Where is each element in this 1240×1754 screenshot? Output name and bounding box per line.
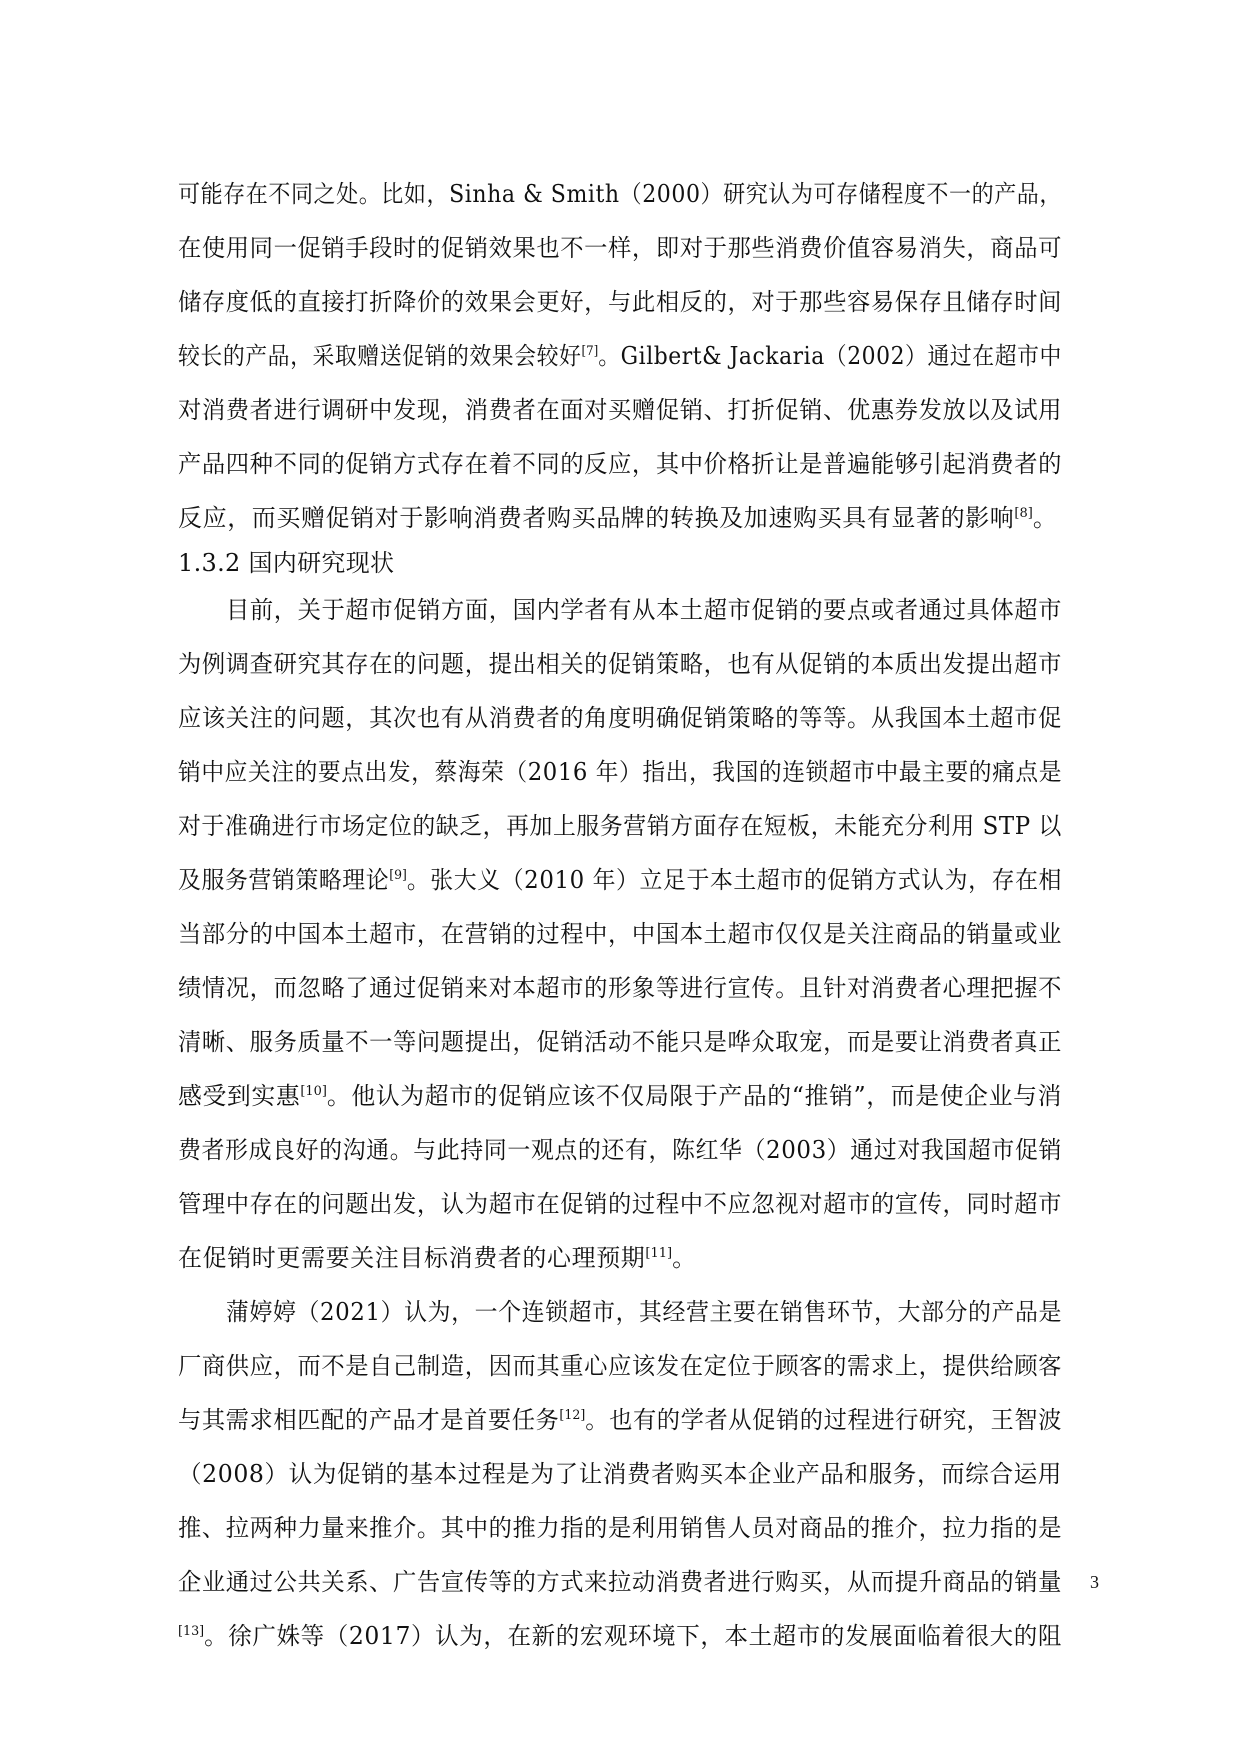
line-text: 厂商供应，而不是自己制造，因而其重心应该发在定位于顾客的需求上，提供给顾客 bbox=[178, 1352, 1062, 1380]
line-text: 与其需求相匹配的产品才是首要任务 bbox=[178, 1406, 560, 1434]
text-line bbox=[178, 1073, 1062, 1119]
text-line bbox=[178, 1343, 1062, 1389]
line-text: 反应，而买赠促销对于影响消费者购买品牌的转换及加速购买具有显著的影响 bbox=[178, 504, 1015, 532]
citation-marker: [12] bbox=[559, 1408, 586, 1423]
line-text-continued: 。 bbox=[672, 1244, 697, 1272]
text-line bbox=[178, 1613, 1062, 1659]
citation-marker: [9] bbox=[389, 868, 407, 883]
line-text: 应该关注的问题，其次也有从消费者的角度明确促销策略的等等。从我国本土超市促 bbox=[178, 704, 1062, 732]
text-line bbox=[178, 495, 1062, 541]
section-heading: 1.3.2 国内研究现状 bbox=[178, 549, 395, 577]
line-text: 清晰、服务质量不一等问题提出，促销活动不能只是哗众取宠，而是要让消费者真正 bbox=[178, 1028, 1062, 1056]
line-text: 为例调查研究其存在的问题，提出相关的促销策略，也有从促销的本质出发提出超市 bbox=[178, 650, 1062, 678]
text-line bbox=[178, 441, 1062, 487]
line-text: 销中应关注的要点出发，蔡海荣（2016 年）指出，我国的连锁超市中最主要的痛点是 bbox=[178, 758, 1063, 786]
line-text: 对于准确进行市场定位的缺乏，再加上服务营销方面存在短板，未能充分利用 STP 以 bbox=[178, 812, 1062, 840]
text-line bbox=[178, 1397, 1062, 1443]
citation-marker: [8] bbox=[1014, 506, 1033, 521]
page-number: 3 bbox=[1090, 1572, 1099, 1592]
line-text: 管理中存在的问题出发，认为超市在促销的过程中不应忽视对超市的宣传，同时超市 bbox=[178, 1190, 1062, 1218]
line-text: 推、拉两种力量来推介。其中的推力指的是利用销售人员对商品的推介，拉力指的是 bbox=[178, 1514, 1062, 1542]
citation-marker: [7] bbox=[581, 344, 599, 359]
text-line bbox=[178, 1235, 1062, 1281]
line-text-continued: 。 bbox=[1032, 504, 1058, 532]
line-text-continued: 。他认为超市的促销应该不仅局限于产品的“推销”，而是使企业与消 bbox=[326, 1082, 1063, 1110]
line-text: 较长的产品，采取赠送促销的效果会较好 bbox=[178, 342, 582, 370]
text-line bbox=[178, 171, 1062, 217]
text-line bbox=[226, 1289, 1062, 1335]
line-text-continued: 。张大义（2010 年）立足于本土超市的促销方式认为，存在相 bbox=[406, 866, 1063, 894]
line-text-continued: 。Gilbert& Jackaria（2002）通过在超市中 bbox=[598, 342, 1062, 370]
citation-marker: [13] bbox=[178, 1624, 205, 1639]
text-line bbox=[178, 695, 1062, 741]
line-text: 在使用同一促销手段时的促销效果也不一样，即对于那些消费价值容易消失，商品可 bbox=[178, 234, 1062, 262]
text-line bbox=[226, 587, 1062, 633]
text-line bbox=[178, 387, 1062, 433]
text-line bbox=[178, 749, 1062, 795]
text-line bbox=[178, 1127, 1062, 1173]
line-text: 蒲婷婷（2021）认为，一个连锁超市，其经营主要在销售环节，大部分的产品是 bbox=[226, 1298, 1062, 1326]
citation-marker: [11] bbox=[645, 1246, 673, 1261]
line-text: 对消费者进行调研中发现，消费者在面对买赠促销、打折促销、优惠券发放以及试用 bbox=[178, 396, 1062, 424]
line-text-continued: 。也有的学者从促销的过程进行研究，王智波 bbox=[585, 1406, 1063, 1434]
text-line bbox=[178, 279, 1062, 325]
text-line bbox=[178, 965, 1062, 1011]
line-text: 产品四种不同的促销方式存在着不同的反应，其中价格折让是普遍能够引起消费者的 bbox=[178, 450, 1062, 478]
text-line bbox=[178, 803, 1062, 849]
line-text: 在促销时更需要关注目标消费者的心理预期 bbox=[178, 1244, 646, 1272]
line-text-continued: 。徐广姝等（2017）认为，在新的宏观环境下，本土超市的发展面临着很大的阻 bbox=[204, 1622, 1063, 1650]
text-line bbox=[178, 1181, 1062, 1227]
line-text: 当部分的中国本土超市，在营销的过程中，中国本土超市仅仅是关注商品的销量或业 bbox=[178, 920, 1062, 948]
text-line bbox=[178, 911, 1062, 957]
text-line bbox=[178, 1019, 1062, 1065]
text-line bbox=[178, 333, 1062, 379]
line-text: 储存度低的直接打折降价的效果会更好，与此相反的，对于那些容易保存且储存时间 bbox=[178, 288, 1062, 316]
line-text: 企业通过公共关系、广告宣传等的方式来拉动消费者进行购买，从而提升商品的销量 bbox=[178, 1568, 1062, 1596]
line-text: （2008）认为促销的基本过程是为了让消费者购买本企业产品和服务，而综合运用 bbox=[178, 1460, 1062, 1488]
text-line bbox=[178, 225, 1062, 271]
citation-marker: [10] bbox=[300, 1084, 327, 1099]
line-text: 绩情况，而忽略了通过促销来对本超市的形象等进行宣传。且针对消费者心理把握不 bbox=[178, 974, 1062, 1002]
text-line bbox=[178, 1505, 1062, 1551]
text-line bbox=[178, 857, 1062, 903]
text-line bbox=[178, 1559, 1062, 1605]
line-text: 费者形成良好的沟通。与此持同一观点的还有，陈红华（2003）通过对我国超市促销 bbox=[178, 1136, 1062, 1164]
line-text: 及服务营销策略理论 bbox=[178, 866, 390, 894]
line-text: 目前，关于超市促销方面，国内学者有从本土超市促销的要点或者通过具体超市 bbox=[226, 596, 1063, 624]
text-line bbox=[178, 641, 1062, 687]
line-text: 可能存在不同之处。比如，Sinha & Smith（2000）研究认为可存储程度不一的产品， bbox=[178, 180, 1062, 208]
line-text: 感受到实惠 bbox=[178, 1082, 301, 1110]
text-line bbox=[178, 1451, 1062, 1497]
